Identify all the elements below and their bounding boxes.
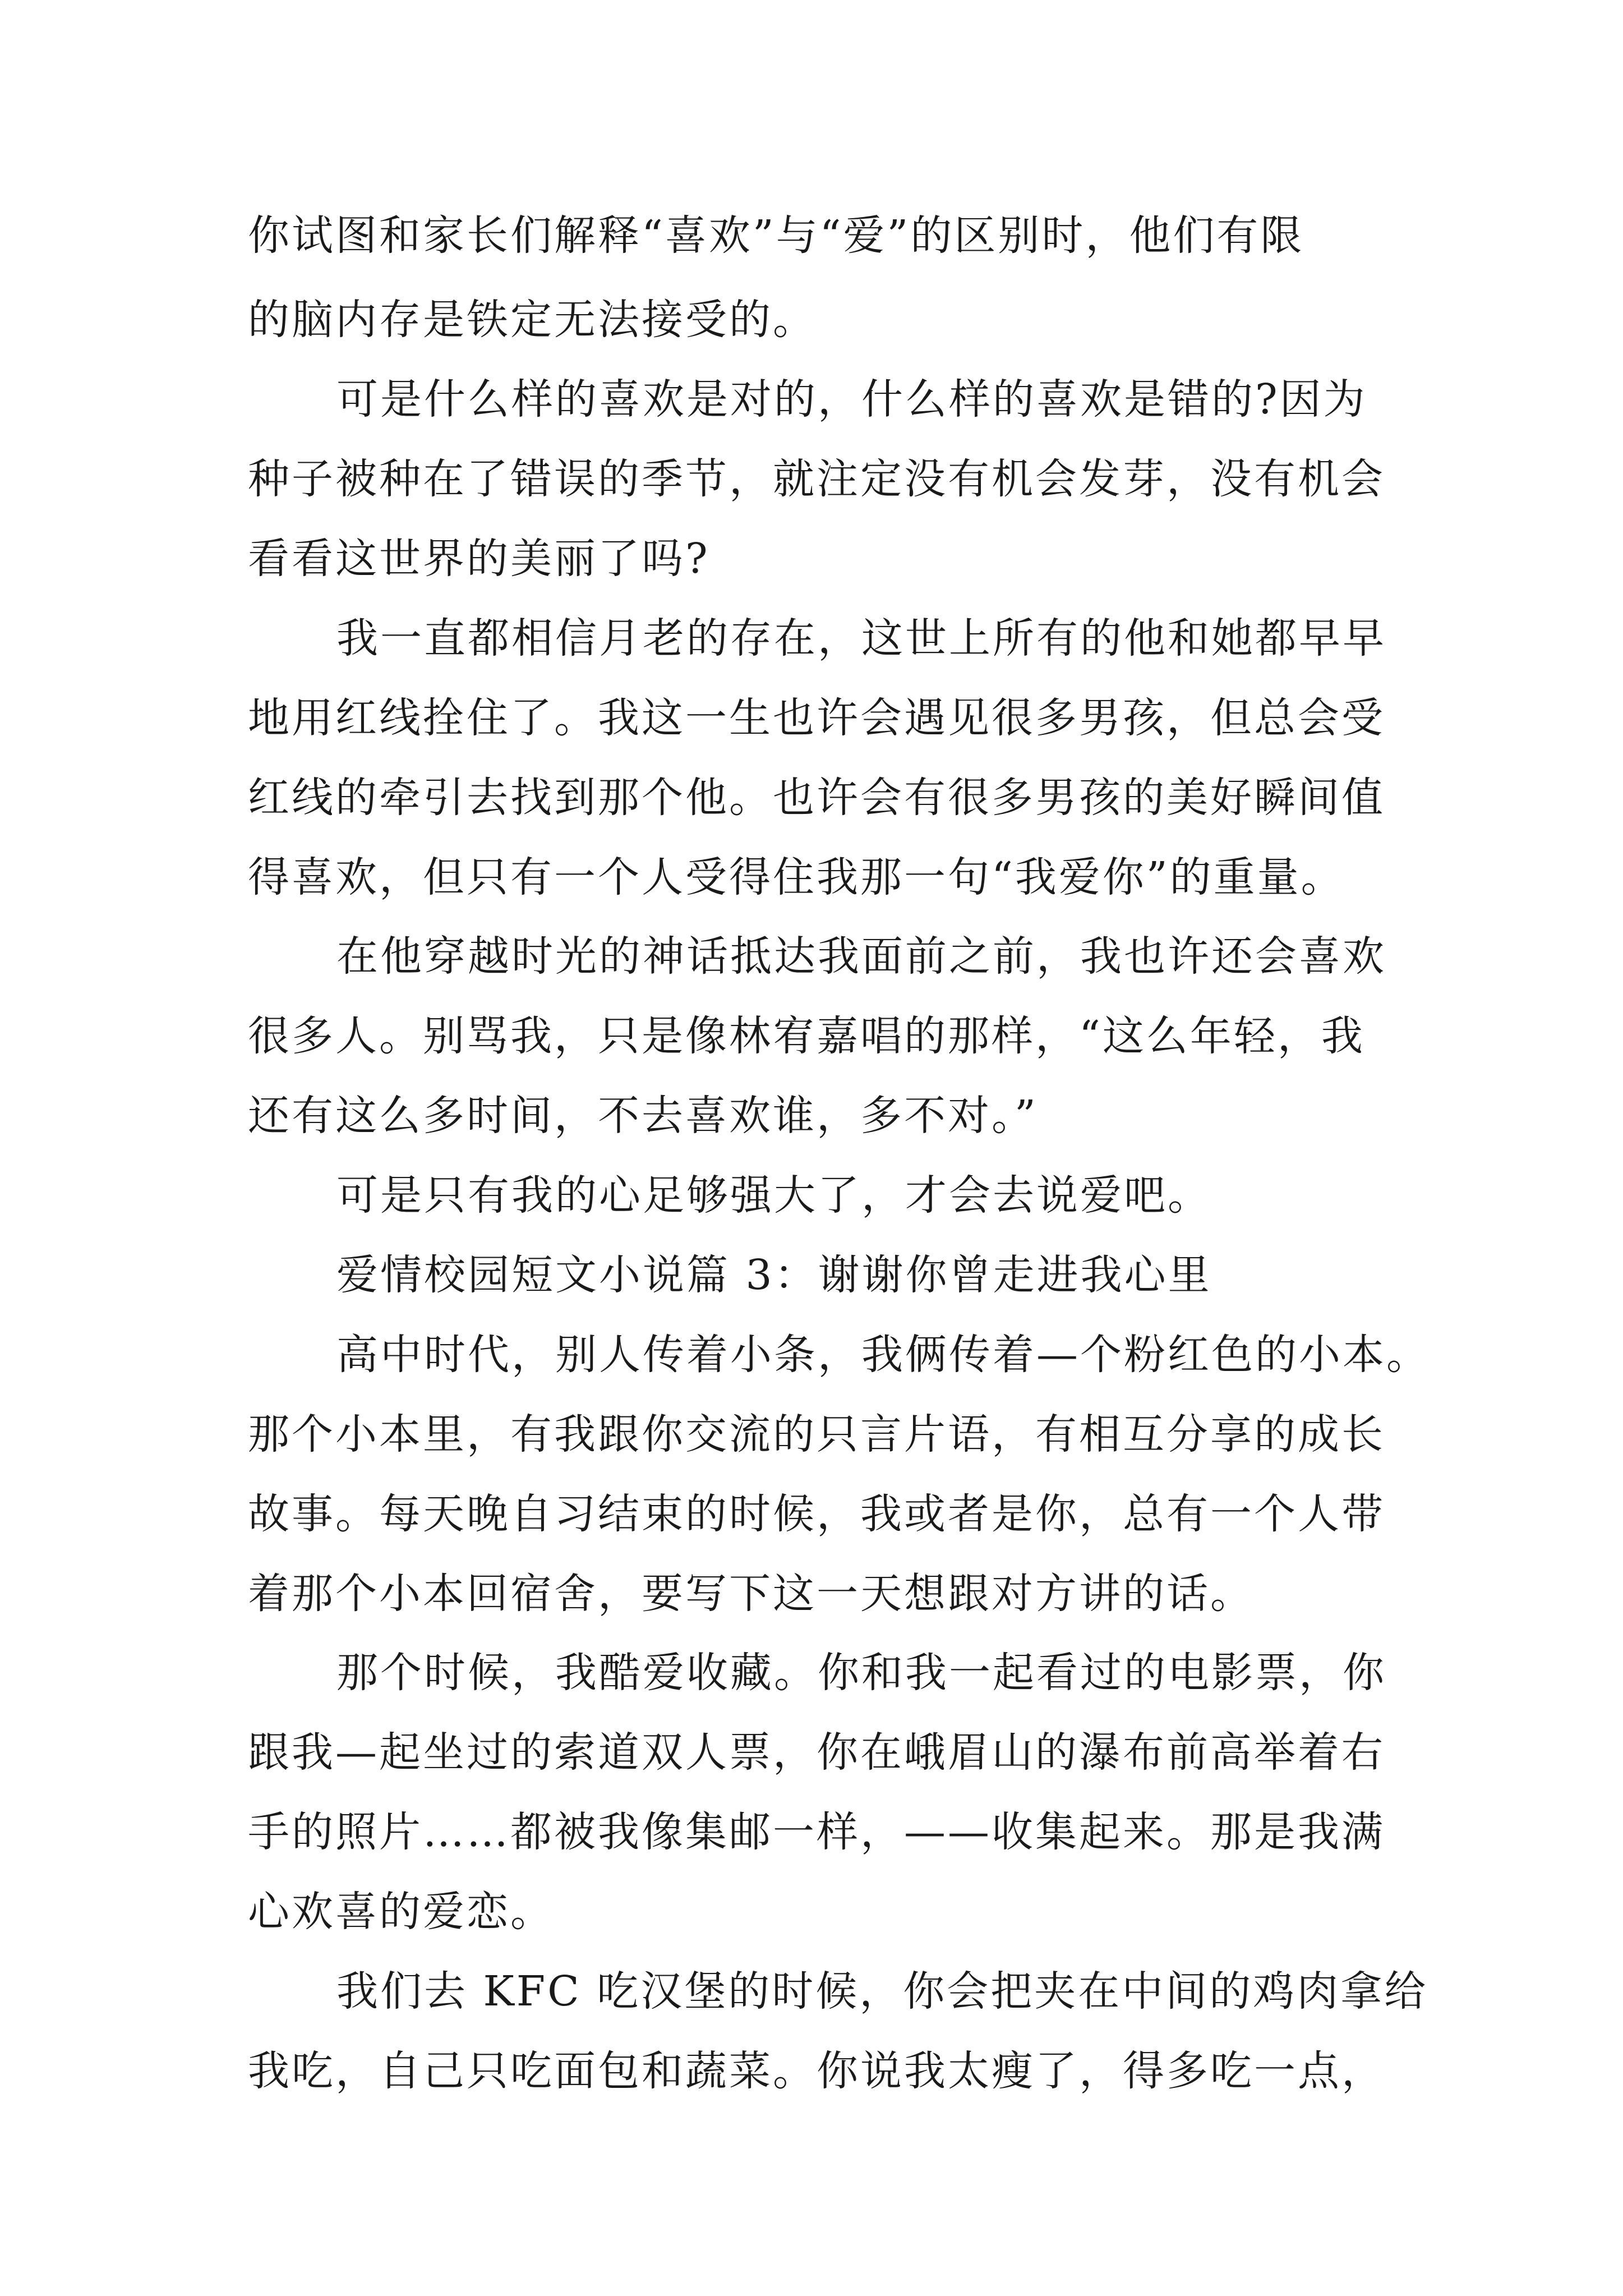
- paragraph-start: 我们去 KFC 吃汉堡的时候，你会把夹在中间的鸡肉拿给: [336, 1967, 1428, 2016]
- text-line: 种子被种在了错误的季节，就注定没有机会发芽，没有机会: [248, 455, 1385, 503]
- text-line: 地用红线拴住了。我这一生也许会遇见很多男孩，但总会受: [248, 694, 1385, 742]
- text-line: 看看这世界的美丽了吗?: [248, 535, 710, 583]
- text-line: 很多人。别骂我，只是像林宥嘉唱的那样，“这么年轻，我: [248, 1012, 1365, 1060]
- text-line: 心欢喜的爱恋。: [248, 1888, 554, 1936]
- text-line: 红线的牵引去找到那个他。也许会有很多男孩的美好瞬间值: [248, 774, 1385, 822]
- text-line: 跟我—起坐过的索道双人票，你在峨眉山的瀑布前高举着右: [248, 1728, 1385, 1777]
- paragraph-start: 可是只有我的心足够强大了，才会去说爱吧。: [336, 1171, 1211, 1220]
- paragraph-start: 可是什么样的喜欢是对的，什么样的喜欢是错的?因为: [336, 375, 1367, 424]
- text-line: 还有这么多时间，不去喜欢谁，多不对。”: [248, 1092, 1038, 1140]
- section-heading: 爱情校园短文小说篇 3：谢谢你曾走进我心里: [336, 1251, 1212, 1299]
- paragraph-start: 高中时代，别人传着小条，我俩传着—个粉红色的小本。: [336, 1331, 1430, 1379]
- text-line: 我吃，自己只吃面包和蔬菜。你说我太瘦了，得多吃一点，: [248, 2047, 1385, 2095]
- text-line: 故事。每天晚自习结束的时候，我或者是你，总有一个人带: [248, 1490, 1385, 1538]
- text-line: 得喜欢，但只有一个人受得住我那一句“我爱你”的重量。: [248, 853, 1345, 901]
- text-line: 那个小本里，有我跟你交流的只言片语，有相互分享的成长: [248, 1410, 1385, 1458]
- paragraph-start: 在他穿越时光的神话抵达我面前之前，我也许还会喜欢: [336, 932, 1386, 981]
- paragraph-start: 我一直都相信月老的存在，这世上所有的他和她都早早: [336, 614, 1386, 662]
- text-line: 你试图和家长们解释“喜欢”与“爱”的区别时，他们有限: [248, 211, 1304, 260]
- paragraph-start: 那个时候，我酷爱收藏。你和我一起看过的电影票，你: [336, 1649, 1386, 1697]
- text-line: 手的照片……都被我像集邮一样，——收集起来。那是我满: [248, 1808, 1385, 1856]
- text-line: 着那个小本回宿舍，要写下这一天想跟对方讲的话。: [248, 1570, 1254, 1618]
- text-line: 的脑内存是铁定无法接受的。: [248, 296, 817, 344]
